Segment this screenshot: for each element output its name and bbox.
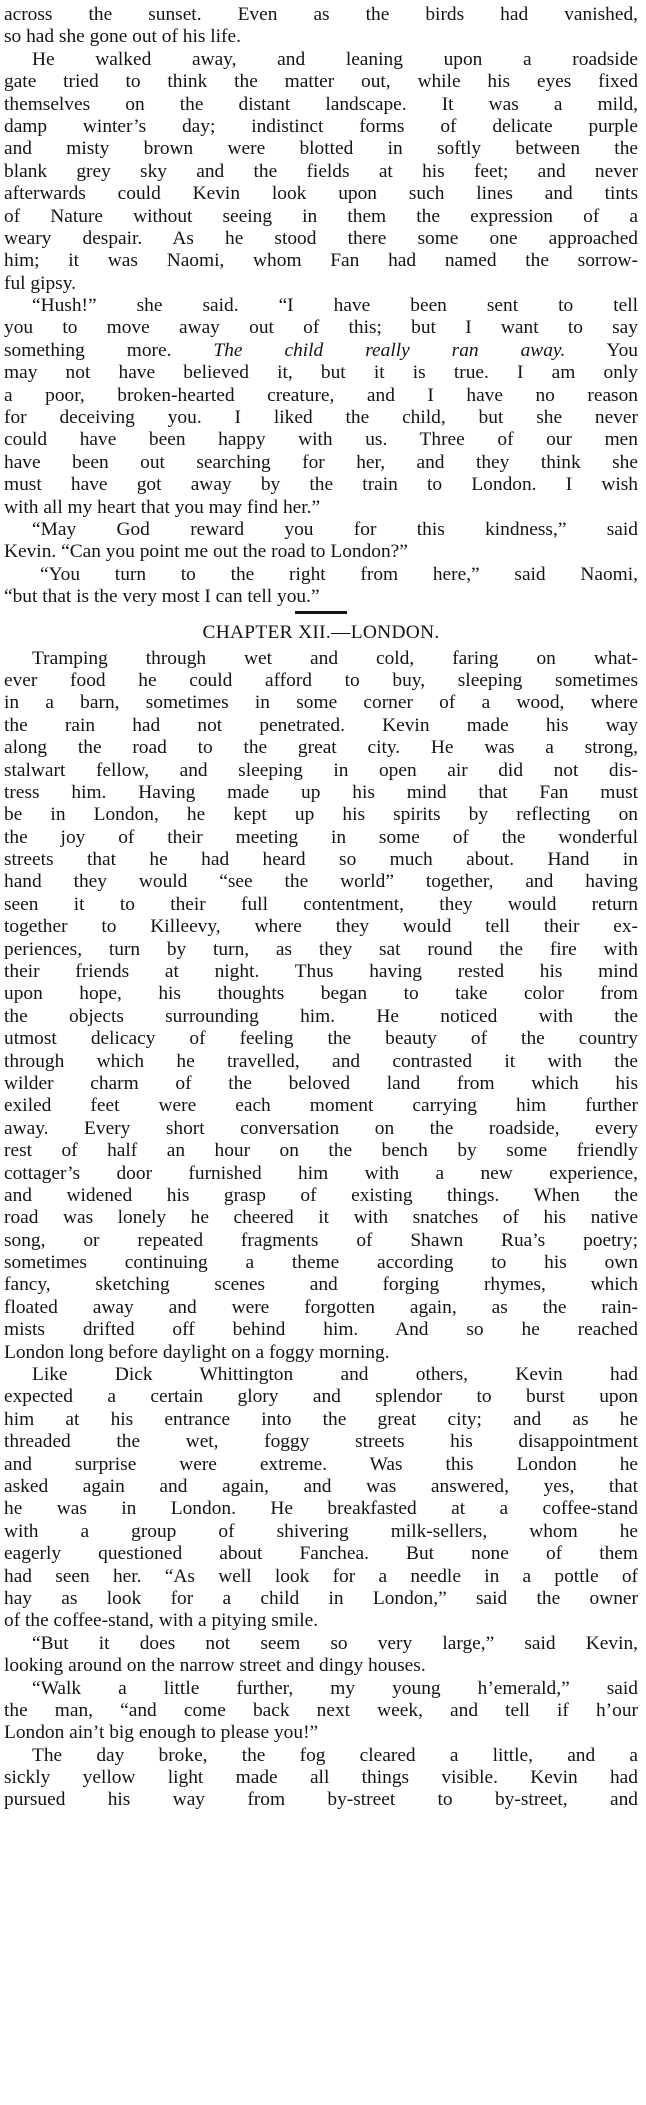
text-line: threaded the wet, foggy streets his disappointment <box>4 1431 638 1453</box>
text-line: hay as look for a child in London,” said the owner <box>4 1587 638 1609</box>
text-line: expected a certain glory and splendor to burst upon <box>4 1386 638 1408</box>
text-line: wilder charm of the beloved land from which his <box>4 1072 638 1094</box>
text-line: of Nature without seeing in them the expression of a <box>4 205 638 227</box>
text-line: cottager’s door furnished him with a new experience, <box>4 1162 638 1184</box>
text-line: looking around on the narrow street and dingy houses. <box>4 1655 426 1677</box>
text-line: afterwards could Kevin look upon such lines and tints <box>4 183 638 205</box>
text-line: together to Killeevy, where they would tell their ex- <box>4 916 638 938</box>
text-line: London ain’t big enough to please you!” <box>4 1722 319 1744</box>
text-line: with all my heart that you may find her.” <box>4 496 321 518</box>
text-line: be in London, he kept up his spirits by reflecting on <box>4 804 638 826</box>
paragraph-10 <box>4 1745 638 1812</box>
paragraph-6 <box>4 648 638 1365</box>
text-line: and misty brown were blotted in softly between the <box>4 138 638 160</box>
text-line: had seen her. “As well look for a needle in a pottle of <box>4 1565 638 1587</box>
text-line: so had she gone out of his life. <box>4 26 241 48</box>
text-line: through which he travelled, and contrasted it with the <box>4 1050 638 1072</box>
paragraph-9 <box>4 1678 638 1745</box>
text-line: away. Every short conversation on the roadside, every <box>4 1117 638 1139</box>
paragraph-1 <box>4 4 638 49</box>
text-line: asked again and again, and was answered, yes, that <box>4 1476 638 1497</box>
text-line: blank grey sky and the fields at his feet; and never <box>4 160 638 182</box>
text-line: sickly yellow light made all things visible. Kevin had <box>4 1767 638 1789</box>
text-line: “But it does not seem so very large,” said Kevin, <box>32 1632 638 1654</box>
text-line: sometimes continuing a theme according to his own <box>4 1252 638 1274</box>
text-line: “but that is the very most I can tell you.” <box>4 586 320 608</box>
text-line: Tramping through wet and cold, faring on what- <box>32 647 638 669</box>
paragraph-5 <box>4 564 638 609</box>
text-line: weary despair. As he stood there some one approached <box>4 227 638 249</box>
text-line: damp winter’s day; indistinct forms of delicate purple <box>4 115 638 137</box>
text-line: “Hush!” she said. “I have been sent to tell <box>32 295 638 317</box>
text-line: The day broke, the fog cleared a little, and a <box>32 1744 638 1766</box>
text-line: exiled feet were each moment carrying him further <box>4 1095 638 1117</box>
text-line: gate tried to think the matter out, while his eyes fixed <box>4 71 638 93</box>
text-line: and widened his grasp of existing things. When the <box>4 1184 638 1206</box>
text-line: song, or repeated fragments of Shawn Rua’s poetry; <box>4 1229 638 1251</box>
text-line: something more. The child really ran away. You <box>4 339 638 361</box>
text-line: periences, turn by turn, as they sat round the fire with <box>4 938 638 960</box>
text-line: have been out searching for her, and they think she <box>4 451 638 473</box>
text-line: along the road to the great city. He was a strong, <box>4 737 638 759</box>
text-line: seen it to their full contentment, they would return <box>4 893 638 915</box>
text-line: could have been happy with us. Three of our men <box>4 429 638 451</box>
text-line: must have got away by the train to London. I wish <box>4 474 638 496</box>
text-line: floated away and were forgotten again, as the rain- <box>4 1296 638 1318</box>
paragraph-7 <box>4 1364 638 1633</box>
emphasis-text: The child really ran away. <box>213 339 566 361</box>
paragraph-2 <box>4 49 638 295</box>
text-line: with a group of shivering milk-sellers, whom he <box>4 1520 638 1542</box>
text-line: a poor, broken-hearted creature, and I have no reason <box>4 384 638 406</box>
text-line: may not have believed it, but it is true. I am only <box>4 362 638 384</box>
text-line: pursued his way from by-street to by-street, and <box>4 1789 638 1811</box>
text-line: road was lonely he cheered it with snatches of his native <box>4 1207 638 1229</box>
text-line: rest of half an hour on the bench by some friendly <box>4 1140 638 1162</box>
text-line: the rain had not penetrated. Kevin made his way <box>4 714 638 736</box>
text-line: “Walk a little further, my young h’emerald,” said <box>32 1677 638 1699</box>
text-line: him at his entrance into the great city; and as he <box>4 1408 638 1430</box>
text-line: the joy of their meeting in some of the wonderful <box>4 826 638 848</box>
text-line: the objects surrounding him. He noticed with the <box>4 1005 638 1027</box>
text-line: London long before daylight on a foggy morning. <box>4 1341 390 1363</box>
text-line: stalwart fellow, and sleeping in open air did not dis- <box>4 759 638 781</box>
text-line: “May God reward you for this kindness,” said <box>32 518 638 540</box>
text-line: eagerly questioned about Fanchea. But none of them <box>4 1543 638 1565</box>
text-line: He walked away, and leaning upon a roadside <box>32 48 638 70</box>
text-line: mists drifted off behind him. And so he reached <box>4 1319 638 1341</box>
text-line: upon hope, his thoughts began to take color from <box>4 983 638 1005</box>
text-line: ful gipsy. <box>4 272 76 294</box>
text-line: tress him. Having made up his mind that Fan must <box>4 781 638 803</box>
chapter-heading: CHAPTER XII.—LONDON. <box>202 621 440 643</box>
text-line: ever food he could afford to buy, sleeping sometimes <box>4 669 638 691</box>
text-line: of the coffee-stand, with a pitying smile. <box>4 1610 319 1632</box>
text-line: in a barn, sometimes in some corner of a wood, where <box>4 692 638 714</box>
text-line: streets that he had heard so much about. Hand in <box>4 849 638 871</box>
text-line: Kevin. “Can you point me out the road to London?” <box>4 541 408 563</box>
text-line: him; it was Naomi, whom Fan had named the sorrow- <box>4 250 638 272</box>
text-line: Like Dick Whittington and others, Kevin had <box>32 1364 638 1386</box>
text-line: fancy, sketching scenes and forging rhymes, which <box>4 1274 638 1296</box>
text-line: and surprise were extreme. Was this London he <box>4 1453 638 1475</box>
text-line: across the sunset. Even as the birds had vanished, <box>4 4 638 25</box>
paragraph-3 <box>4 295 638 519</box>
text-line: you to move away out of this; but I want to say <box>4 317 638 339</box>
text-line: the man, “and come back next week, and tell if h’our <box>4 1699 638 1721</box>
text-line: he was in London. He breakfasted at a coffee-stand <box>4 1498 638 1520</box>
text-line: utmost delicacy of feeling the beauty of the country <box>4 1028 638 1050</box>
text-line: their friends at night. Thus having rested his mind <box>4 961 638 983</box>
paragraph-8 <box>4 1633 638 1678</box>
text-line: themselves on the distant landscape. It was a mild, <box>4 93 638 115</box>
text-line: for deceiving you. I liked the child, but she never <box>4 407 638 429</box>
paragraph-4 <box>4 519 638 564</box>
text-line: “You turn to the right from here,” said Naomi, <box>40 563 638 585</box>
section-divider <box>295 611 347 614</box>
text-line: hand they would “see the world” together, and having <box>4 871 638 893</box>
